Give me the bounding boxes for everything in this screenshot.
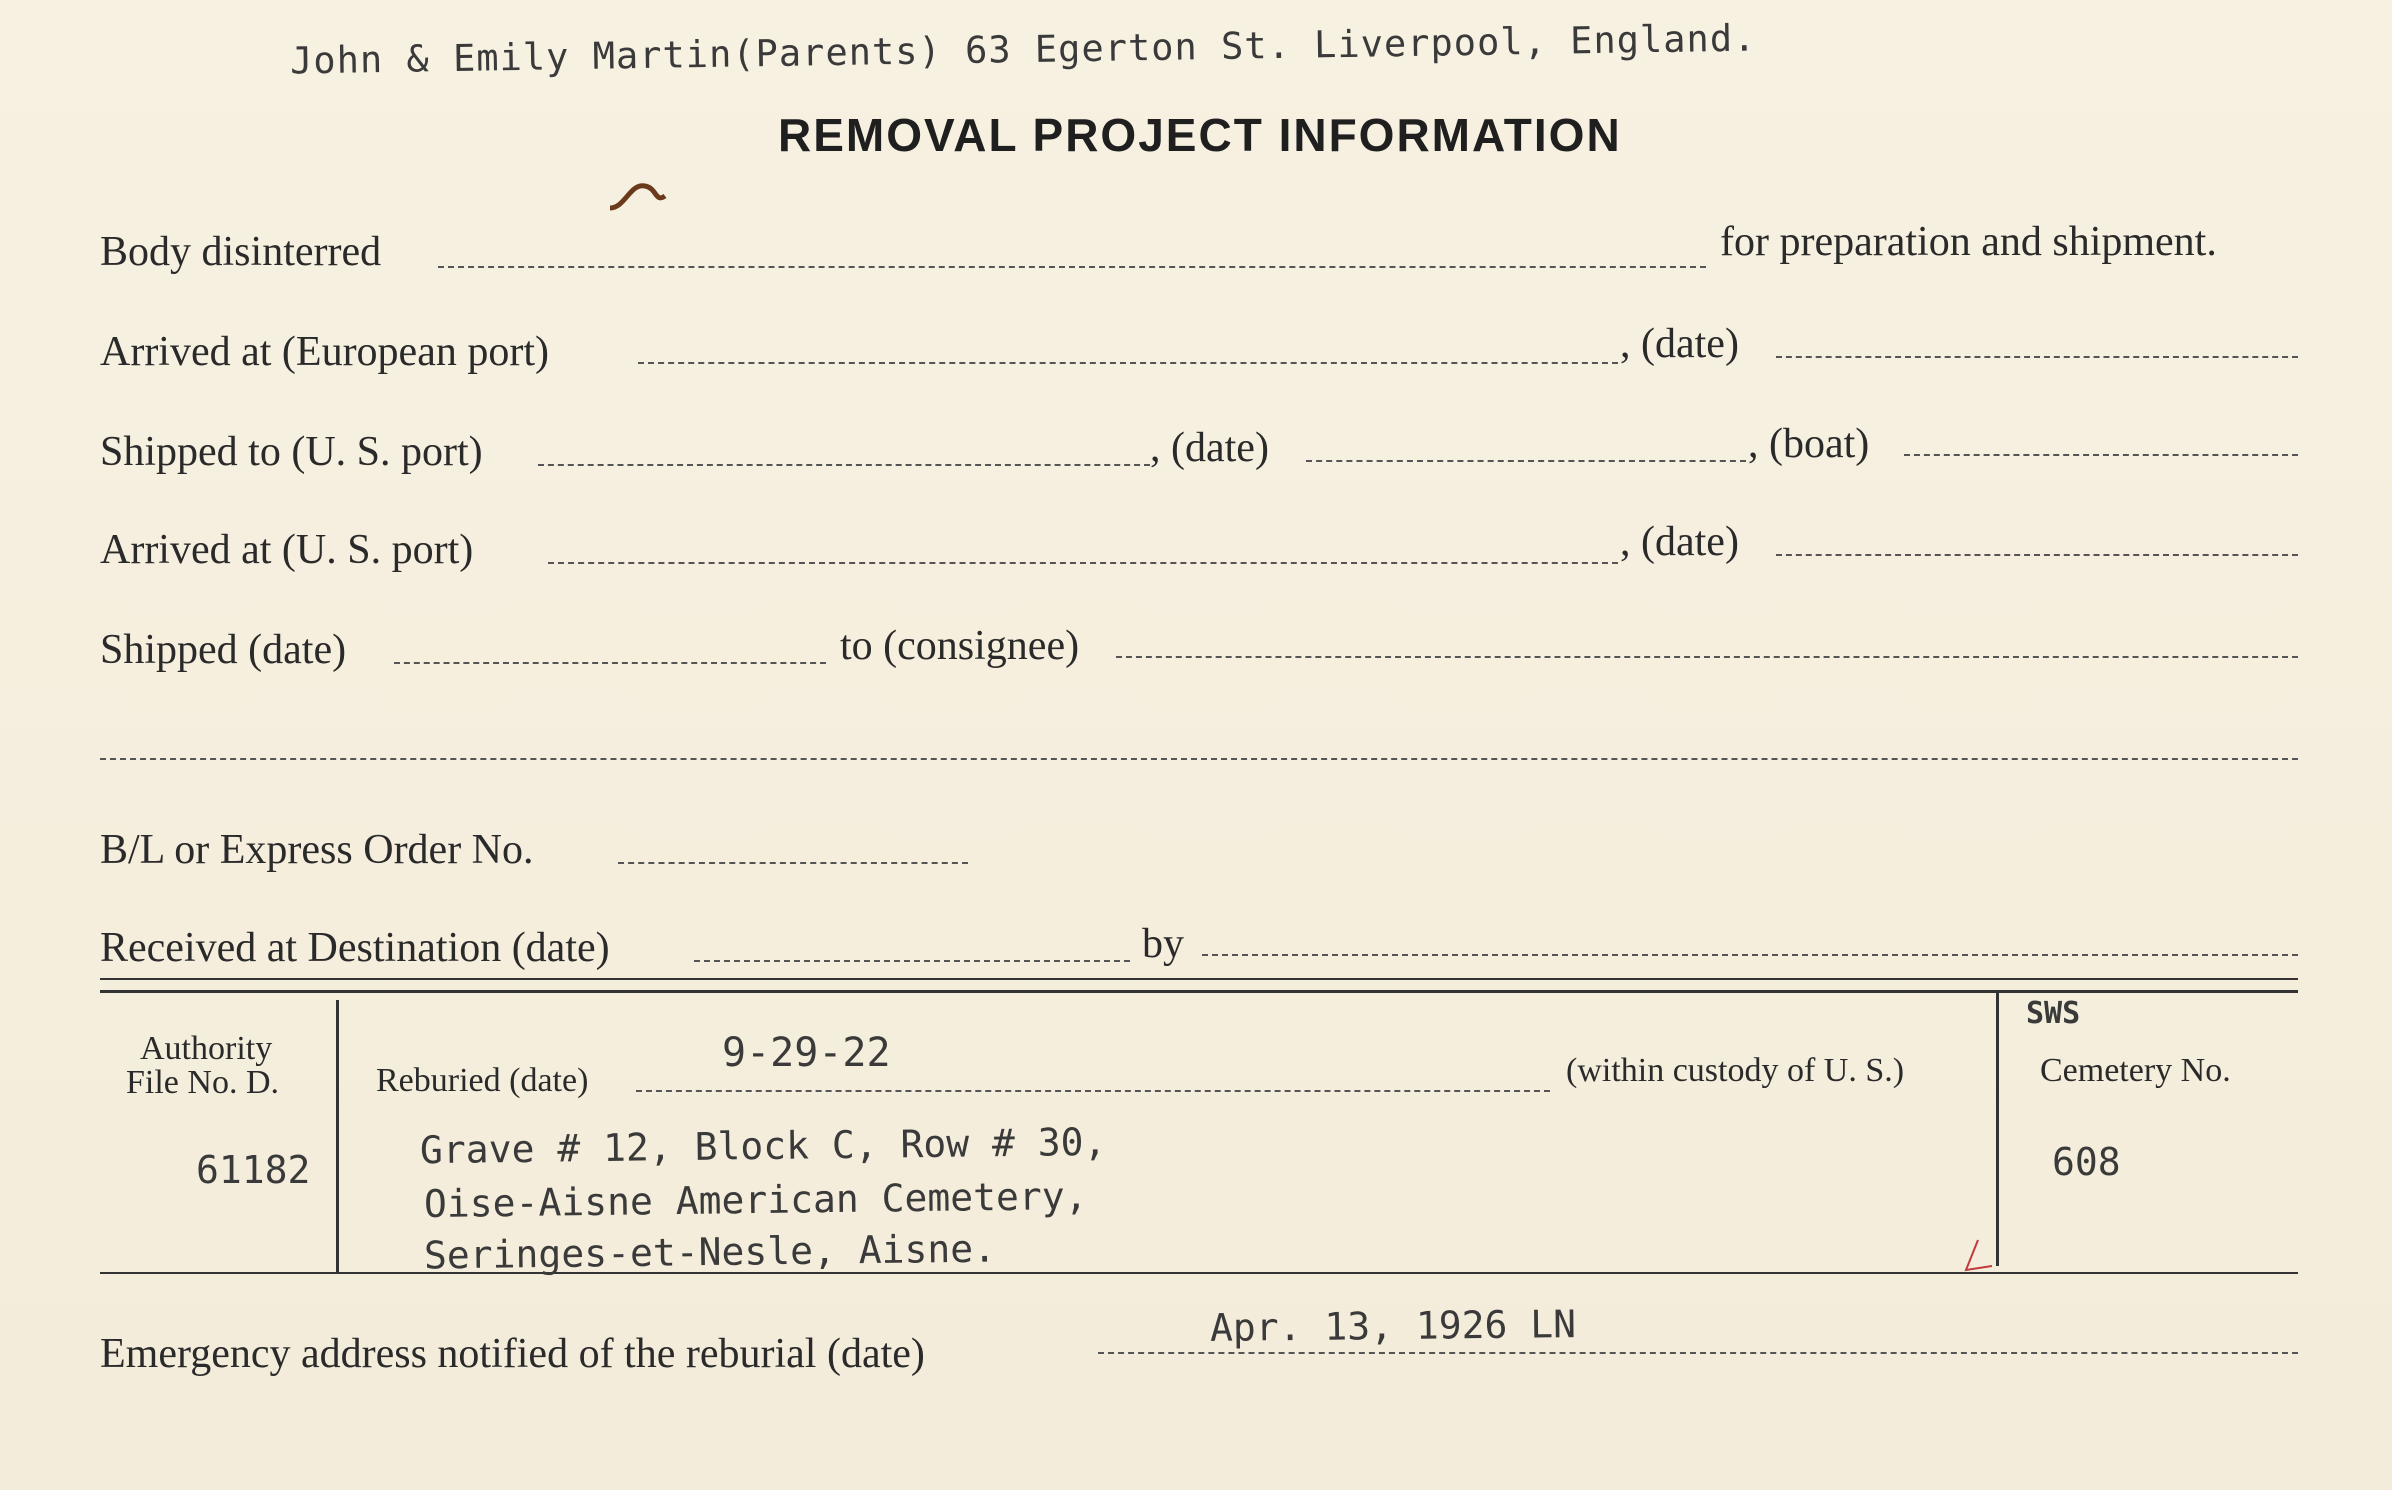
shipped-to-date-line <box>1306 460 1746 462</box>
received-label: Received at Destination (date) <box>100 925 610 971</box>
consignee-line <box>1116 656 2298 658</box>
authority-label: Authority <box>140 1030 273 1067</box>
shipped-date-label: Shipped (date) <box>100 627 347 673</box>
custody-label: (within custody of U. S.) <box>1566 1052 1905 1089</box>
red-check-mark <box>1958 1236 1998 1276</box>
body-disinterred-line <box>438 266 1706 268</box>
reburied-date: 9-29-22 <box>722 1030 891 1076</box>
arrived-us-date-line <box>1776 554 2298 556</box>
reburied-line <box>636 1090 1550 1092</box>
by-line <box>1202 954 2298 956</box>
shipped-to-date-label: , (date) <box>1150 425 1269 471</box>
box-top-rule-1 <box>100 978 2298 980</box>
parents-address: John & Emily Martin(Parents) 63 Egerton St. Liverpool, England. <box>289 16 1757 83</box>
consignee-continuation-line <box>100 758 2298 760</box>
arrived-us-label: Arrived at (U. S. port) <box>100 527 474 573</box>
sws-initials: SWS <box>2026 996 2081 1031</box>
shipped-to-label: Shipped to (U. S. port) <box>100 429 483 475</box>
page-title: REMOVAL PROJECT INFORMATION <box>778 109 1622 161</box>
cemetery-number: 608 <box>2052 1140 2121 1184</box>
grave-location-line-3: Seringes-et-Nesle, Aisne. <box>423 1226 997 1278</box>
reburied-label: Reburied (date) <box>376 1062 589 1099</box>
file-number: 61182 <box>196 1148 311 1192</box>
cemetery-no-label: Cemetery No. <box>2040 1052 2231 1089</box>
arrived-european-line <box>638 362 1618 364</box>
emergency-label: Emergency address notified of the reburial (date) <box>100 1331 925 1377</box>
box-divider-left <box>336 1000 339 1274</box>
received-line <box>694 960 1130 962</box>
shipped-to-line <box>538 464 1150 466</box>
preparation-label: for preparation and shipment. <box>1720 219 2217 265</box>
boat-label: , (boat) <box>1748 421 1870 467</box>
shipped-date-line <box>394 662 826 664</box>
box-divider-right <box>1996 990 1999 1266</box>
ink-mark <box>605 178 675 218</box>
emergency-date: Apr. 13, 1926 LN <box>1209 1302 1577 1350</box>
arrived-us-line <box>548 562 1618 564</box>
bl-order-line <box>618 862 968 864</box>
by-label: by <box>1142 921 1184 967</box>
arrived-european-label: Arrived at (European port) <box>100 329 549 375</box>
boat-line <box>1904 454 2298 456</box>
body-disinterred-label: Body disinterred <box>100 229 382 275</box>
box-top-rule-2 <box>100 990 2298 993</box>
file-no-label: File No. D. <box>126 1064 279 1101</box>
bl-order-label: B/L or Express Order No. <box>100 827 534 873</box>
arrived-european-date-line <box>1776 356 2298 358</box>
grave-location-line-1: Grave # 12, Block C, Row # 30, <box>419 1119 1107 1173</box>
arrived-european-date-label: , (date) <box>1620 321 1739 367</box>
emergency-line <box>1098 1352 2298 1354</box>
to-consignee-label: to (consignee) <box>840 623 1080 669</box>
arrived-us-date-label: , (date) <box>1620 519 1739 565</box>
grave-location-line-2: Oise-Aisne American Cemetery, <box>423 1173 1088 1227</box>
